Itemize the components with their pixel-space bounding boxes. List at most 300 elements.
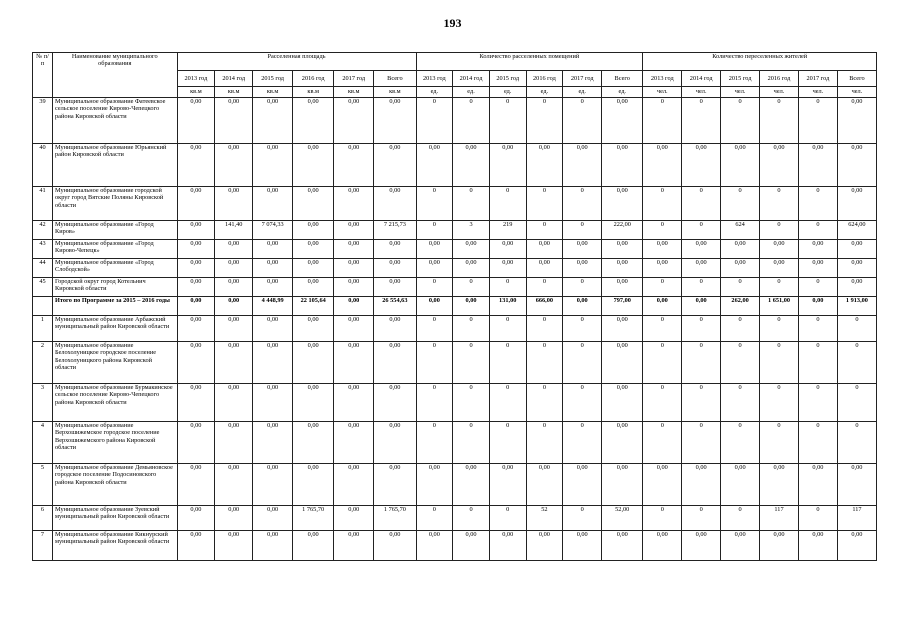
header-year: 2015 год: [721, 71, 760, 87]
value-cell: 0,00: [215, 506, 253, 531]
value-cell: 0: [721, 422, 760, 464]
municipality-name: Муниципальное образование «Город Кирово-Чепецк»: [53, 240, 178, 259]
value-cell: 0,00: [177, 422, 215, 464]
value-cell: 0,00: [334, 221, 374, 240]
value-cell: 0,00: [602, 531, 643, 561]
value-cell: 0,00: [177, 297, 215, 316]
municipality-name: Муниципальное образование Зуевский муниципальный район Кировской области: [53, 506, 178, 531]
value-cell: 0,00: [177, 259, 215, 278]
value-cell: 0,00: [837, 531, 876, 561]
value-cell: 0: [489, 98, 526, 144]
value-cell: 0: [563, 316, 602, 342]
value-cell: 0: [526, 316, 563, 342]
value-cell: 0,00: [177, 144, 215, 187]
header-year: Всего: [837, 71, 876, 87]
value-cell: 0,00: [563, 259, 602, 278]
value-cell: 0: [526, 384, 563, 422]
value-cell: 0: [682, 221, 721, 240]
value-cell: 0: [798, 422, 837, 464]
value-cell: 0: [760, 98, 799, 144]
value-cell: 0,00: [526, 464, 563, 506]
value-cell: 0,00: [526, 240, 563, 259]
row-number: 6: [33, 506, 53, 531]
value-cell: 0: [643, 316, 682, 342]
value-cell: 0,00: [837, 464, 876, 506]
value-cell: 131,00: [489, 297, 526, 316]
header-year: 2014 год: [215, 71, 253, 87]
value-cell: 0,00: [334, 342, 374, 384]
value-cell: 0: [798, 506, 837, 531]
value-cell: 0: [526, 187, 563, 221]
value-cell: 0,00: [837, 240, 876, 259]
table-row: [33, 98, 877, 144]
value-cell: 0: [453, 187, 490, 221]
value-cell: 0,00: [416, 144, 453, 187]
value-cell: 0,00: [293, 259, 334, 278]
header-year: Всего: [374, 71, 416, 87]
value-cell: 0,00: [334, 144, 374, 187]
value-cell: 0,00: [177, 464, 215, 506]
table-row: [33, 144, 877, 187]
value-cell: 117: [837, 506, 876, 531]
value-cell: 0: [453, 98, 490, 144]
header-year: 2013 год: [416, 71, 453, 87]
value-cell: 0,00: [334, 531, 374, 561]
municipality-name: Муниципальное образование Белохолуницкое городское поселение Белохолуницкого района Кировской области: [53, 342, 178, 384]
value-cell: 0,00: [643, 144, 682, 187]
table-row: [33, 342, 877, 384]
header-unit: кв.м: [253, 87, 293, 98]
value-cell: 0,00: [253, 259, 293, 278]
value-cell: 0: [489, 187, 526, 221]
header-unit: чел.: [798, 87, 837, 98]
row-number: 2: [33, 342, 53, 384]
value-cell: 0,00: [253, 240, 293, 259]
value-cell: 0,00: [215, 384, 253, 422]
row-number: 4: [33, 422, 53, 464]
value-cell: 0: [416, 187, 453, 221]
value-cell: 0: [489, 384, 526, 422]
row-number: 5: [33, 464, 53, 506]
value-cell: 0,00: [602, 464, 643, 506]
value-cell: 0,00: [489, 259, 526, 278]
value-cell: 0,00: [215, 342, 253, 384]
table-row: [33, 187, 877, 221]
value-cell: 0,00: [374, 98, 416, 144]
header-unit: чел.: [837, 87, 876, 98]
value-cell: 0,00: [374, 187, 416, 221]
value-cell: 0,00: [453, 464, 490, 506]
table-row: [33, 259, 877, 278]
value-cell: 0: [643, 221, 682, 240]
municipality-name: Муниципальное образование Юрьянский район Кировской области: [53, 144, 178, 187]
value-cell: 0,00: [293, 240, 334, 259]
value-cell: 0,00: [334, 259, 374, 278]
header-unit: ед.: [489, 87, 526, 98]
value-cell: 0: [837, 342, 876, 384]
header-unit: кв.м: [374, 87, 416, 98]
value-cell: 0: [682, 316, 721, 342]
value-cell: 0,00: [526, 531, 563, 561]
header-year: 2014 год: [453, 71, 490, 87]
value-cell: 0,00: [643, 464, 682, 506]
value-cell: 0,00: [837, 98, 876, 144]
value-cell: 0,00: [374, 278, 416, 297]
value-cell: 0,00: [293, 278, 334, 297]
value-cell: 0: [416, 342, 453, 384]
value-cell: 0,00: [293, 531, 334, 561]
municipality-name: Муниципальное образование Бурмакинское сельское поселение Кирово-Чепецкого района Кировской области: [53, 384, 178, 422]
header-unit: ед.: [453, 87, 490, 98]
value-cell: 0: [453, 506, 490, 531]
value-cell: 0: [682, 187, 721, 221]
table-row: [33, 506, 877, 531]
value-cell: 0,00: [563, 464, 602, 506]
table-row: [33, 221, 877, 240]
value-cell: 0: [798, 342, 837, 384]
value-cell: 0: [682, 422, 721, 464]
value-cell: 0: [489, 342, 526, 384]
row-number: 42: [33, 221, 53, 240]
value-cell: 0,00: [721, 144, 760, 187]
value-cell: 0: [416, 316, 453, 342]
value-cell: 0: [453, 316, 490, 342]
value-cell: 624,00: [837, 221, 876, 240]
table-total-row: [33, 297, 877, 316]
value-cell: 0: [563, 221, 602, 240]
header-year: 2016 год: [526, 71, 563, 87]
value-cell: 0: [416, 98, 453, 144]
value-cell: 0,00: [682, 240, 721, 259]
value-cell: 0,00: [215, 278, 253, 297]
municipality-name: Муниципальное образование Арбажский муниципальный район Кировской области: [53, 316, 178, 342]
header-year: Всего: [602, 71, 643, 87]
value-cell: 0: [721, 278, 760, 297]
value-cell: 0: [837, 316, 876, 342]
value-cell: 0: [526, 278, 563, 297]
value-cell: 0,00: [374, 384, 416, 422]
value-cell: 0,00: [563, 144, 602, 187]
municipality-name: Муниципальное образование городской округ город Вятские Поляны Кировской области: [53, 187, 178, 221]
municipality-name: Городской округ город Котельнич Кировской области: [53, 278, 178, 297]
page-number: 193: [443, 16, 462, 30]
value-cell: 0,00: [760, 259, 799, 278]
value-cell: 117: [760, 506, 799, 531]
value-cell: 0: [563, 342, 602, 384]
value-cell: 0,00: [602, 259, 643, 278]
value-cell: 0,00: [253, 422, 293, 464]
value-cell: 0: [721, 316, 760, 342]
value-cell: 0: [643, 278, 682, 297]
value-cell: 0,00: [643, 240, 682, 259]
value-cell: 0: [837, 384, 876, 422]
header-unit: ед.: [416, 87, 453, 98]
row-number: 7: [33, 531, 53, 561]
value-cell: 0,00: [721, 240, 760, 259]
value-cell: 0: [643, 187, 682, 221]
value-cell: 0,00: [760, 464, 799, 506]
value-cell: 0: [489, 506, 526, 531]
value-cell: 0,00: [602, 144, 643, 187]
value-cell: 0: [526, 422, 563, 464]
value-cell: 0,00: [253, 278, 293, 297]
value-cell: 0,00: [798, 144, 837, 187]
value-cell: 0,00: [334, 240, 374, 259]
value-cell: 0,00: [177, 384, 215, 422]
value-cell: 0: [682, 98, 721, 144]
value-cell: 0: [563, 422, 602, 464]
value-cell: 0,00: [453, 297, 490, 316]
value-cell: 0: [526, 98, 563, 144]
value-cell: 0,00: [334, 384, 374, 422]
value-cell: 0: [798, 384, 837, 422]
value-cell: 0: [798, 221, 837, 240]
value-cell: 0,00: [374, 531, 416, 561]
value-cell: 0,00: [334, 316, 374, 342]
value-cell: 0,00: [177, 187, 215, 221]
value-cell: 0,00: [215, 187, 253, 221]
value-cell: 0: [721, 384, 760, 422]
value-cell: 0,00: [253, 464, 293, 506]
value-cell: 0,00: [293, 144, 334, 187]
value-cell: 0,00: [293, 384, 334, 422]
value-cell: 0: [798, 187, 837, 221]
header-unit: чел.: [682, 87, 721, 98]
value-cell: 0: [760, 342, 799, 384]
value-cell: 0,00: [374, 342, 416, 384]
value-cell: 0,00: [293, 316, 334, 342]
value-cell: 0,00: [177, 342, 215, 384]
value-cell: 0: [760, 422, 799, 464]
header-group-area: Расселенная площадь: [177, 53, 416, 71]
value-cell: 0: [416, 422, 453, 464]
value-cell: 0: [563, 506, 602, 531]
value-cell: 797,00: [602, 297, 643, 316]
row-number: 44: [33, 259, 53, 278]
value-cell: 0,00: [453, 144, 490, 187]
value-cell: 0,00: [602, 316, 643, 342]
value-cell: 0,00: [563, 531, 602, 561]
value-cell: 0: [453, 342, 490, 384]
value-cell: 0,00: [602, 422, 643, 464]
value-cell: 0,00: [453, 531, 490, 561]
value-cell: 0: [837, 422, 876, 464]
value-cell: 0,00: [177, 221, 215, 240]
value-cell: 0,00: [837, 144, 876, 187]
value-cell: 0,00: [489, 240, 526, 259]
value-cell: 0: [760, 278, 799, 297]
row-number: 43: [33, 240, 53, 259]
municipality-name: Муниципальное образование Верхошижемское городское поселение Верхошижемского района Кировской области: [53, 422, 178, 464]
value-cell: 0: [798, 278, 837, 297]
value-cell: 0,00: [253, 316, 293, 342]
value-cell: 0,00: [798, 259, 837, 278]
value-cell: 0,00: [374, 464, 416, 506]
value-cell: 0,00: [293, 221, 334, 240]
value-cell: 0,00: [374, 316, 416, 342]
value-cell: 0,00: [798, 240, 837, 259]
row-number: 3: [33, 384, 53, 422]
value-cell: 0: [798, 316, 837, 342]
value-cell: 0,00: [334, 98, 374, 144]
value-cell: 0,00: [334, 297, 374, 316]
municipality-name: Муниципальное образование Демьяновское городское поселение Подосиновского района Кировской области: [53, 464, 178, 506]
value-cell: 0,00: [682, 259, 721, 278]
value-cell: 0,00: [682, 531, 721, 561]
header-unit: чел.: [760, 87, 799, 98]
value-cell: 0: [643, 506, 682, 531]
header-unit: чел.: [721, 87, 760, 98]
header-year: 2015 год: [489, 71, 526, 87]
value-cell: 0: [721, 98, 760, 144]
value-cell: 0,00: [563, 297, 602, 316]
value-cell: 0,00: [253, 384, 293, 422]
value-cell: 0,00: [334, 278, 374, 297]
value-cell: 0,00: [453, 259, 490, 278]
value-cell: 0,00: [416, 297, 453, 316]
value-cell: 0,00: [682, 464, 721, 506]
row-number: 41: [33, 187, 53, 221]
value-cell: 0,00: [721, 259, 760, 278]
value-cell: 0,00: [643, 531, 682, 561]
value-cell: 0,00: [253, 187, 293, 221]
value-cell: 0,00: [837, 187, 876, 221]
value-cell: 0,00: [215, 98, 253, 144]
value-cell: 0: [760, 316, 799, 342]
value-cell: 0,00: [416, 531, 453, 561]
value-cell: 0: [563, 98, 602, 144]
value-cell: 0,00: [253, 144, 293, 187]
value-cell: 0,00: [837, 259, 876, 278]
value-cell: 0,00: [177, 531, 215, 561]
header-unit: кв.м: [334, 87, 374, 98]
value-cell: 0: [416, 221, 453, 240]
value-cell: 0,00: [602, 187, 643, 221]
value-cell: 0,00: [334, 464, 374, 506]
value-cell: 0,00: [760, 144, 799, 187]
value-cell: 0,00: [416, 240, 453, 259]
value-cell: 0: [453, 384, 490, 422]
value-cell: 0,00: [682, 144, 721, 187]
value-cell: 0,00: [798, 464, 837, 506]
header-unit: кв.м: [293, 87, 334, 98]
value-cell: 7 074,33: [253, 221, 293, 240]
value-cell: 0: [489, 278, 526, 297]
row-number: 1: [33, 316, 53, 342]
value-cell: 219: [489, 221, 526, 240]
value-cell: 0,00: [253, 531, 293, 561]
value-cell: 0: [760, 221, 799, 240]
value-cell: 0: [489, 422, 526, 464]
value-cell: 0: [682, 506, 721, 531]
value-cell: 0,00: [798, 297, 837, 316]
value-cell: 0,00: [526, 259, 563, 278]
value-cell: 1 765,70: [293, 506, 334, 531]
value-cell: 0: [489, 316, 526, 342]
value-cell: 0,00: [177, 278, 215, 297]
resettlement-table: [32, 52, 877, 561]
value-cell: 0,00: [293, 422, 334, 464]
value-cell: 0,00: [177, 316, 215, 342]
value-cell: 0,00: [489, 144, 526, 187]
value-cell: 141,40: [215, 221, 253, 240]
value-cell: 0,00: [374, 422, 416, 464]
value-cell: 0,00: [215, 297, 253, 316]
value-cell: 262,00: [721, 297, 760, 316]
value-cell: 0,00: [293, 342, 334, 384]
value-cell: 52: [526, 506, 563, 531]
value-cell: 0: [682, 384, 721, 422]
value-cell: 0,00: [374, 144, 416, 187]
header-year: 2014 год: [682, 71, 721, 87]
value-cell: 52,00: [602, 506, 643, 531]
value-cell: 0,00: [334, 187, 374, 221]
header-year: 2017 год: [798, 71, 837, 87]
value-cell: 0,00: [293, 187, 334, 221]
header-year: 2016 год: [293, 71, 334, 87]
value-cell: 0: [643, 384, 682, 422]
value-cell: 0: [643, 98, 682, 144]
value-cell: 1 913,00: [837, 297, 876, 316]
value-cell: 0,00: [215, 240, 253, 259]
header-year: 2016 год: [760, 71, 799, 87]
value-cell: 0: [416, 384, 453, 422]
value-cell: 22 105,64: [293, 297, 334, 316]
value-cell: 0,00: [177, 506, 215, 531]
value-cell: 0,00: [215, 144, 253, 187]
value-cell: 0,00: [643, 297, 682, 316]
value-cell: 0: [798, 98, 837, 144]
value-cell: 0,00: [177, 240, 215, 259]
value-cell: 7 215,73: [374, 221, 416, 240]
header-year: 2013 год: [177, 71, 215, 87]
municipality-name: Муниципальное образование Кикнурский муниципальный район Кировской области: [53, 531, 178, 561]
value-cell: 0,00: [798, 531, 837, 561]
header-unit: ед.: [563, 87, 602, 98]
value-cell: 0,00: [602, 384, 643, 422]
value-cell: 1 651,00: [760, 297, 799, 316]
value-cell: 0,00: [563, 240, 602, 259]
value-cell: 0,00: [215, 422, 253, 464]
value-cell: 0,00: [416, 259, 453, 278]
value-cell: 0,00: [453, 240, 490, 259]
value-cell: 0: [643, 342, 682, 384]
header-num: № п/п: [33, 53, 53, 98]
value-cell: 0: [721, 506, 760, 531]
value-cell: 0: [526, 342, 563, 384]
header-unit: чел.: [643, 87, 682, 98]
value-cell: 0,00: [760, 531, 799, 561]
value-cell: 0: [563, 187, 602, 221]
value-cell: 0,00: [526, 144, 563, 187]
value-cell: 222,00: [602, 221, 643, 240]
value-cell: 0,00: [416, 464, 453, 506]
row-number: 39: [33, 98, 53, 144]
header-year: 2017 год: [563, 71, 602, 87]
value-cell: 0: [453, 278, 490, 297]
value-cell: 0: [682, 278, 721, 297]
value-cell: 0,00: [334, 422, 374, 464]
table-row: [33, 422, 877, 464]
value-cell: 0: [721, 187, 760, 221]
value-cell: 0: [416, 506, 453, 531]
header-unit: кв.м: [215, 87, 253, 98]
table-row: [33, 531, 877, 561]
header-year: 2017 год: [334, 71, 374, 87]
value-cell: 4 448,99: [253, 297, 293, 316]
value-cell: 0,00: [215, 464, 253, 506]
value-cell: 0,00: [489, 464, 526, 506]
